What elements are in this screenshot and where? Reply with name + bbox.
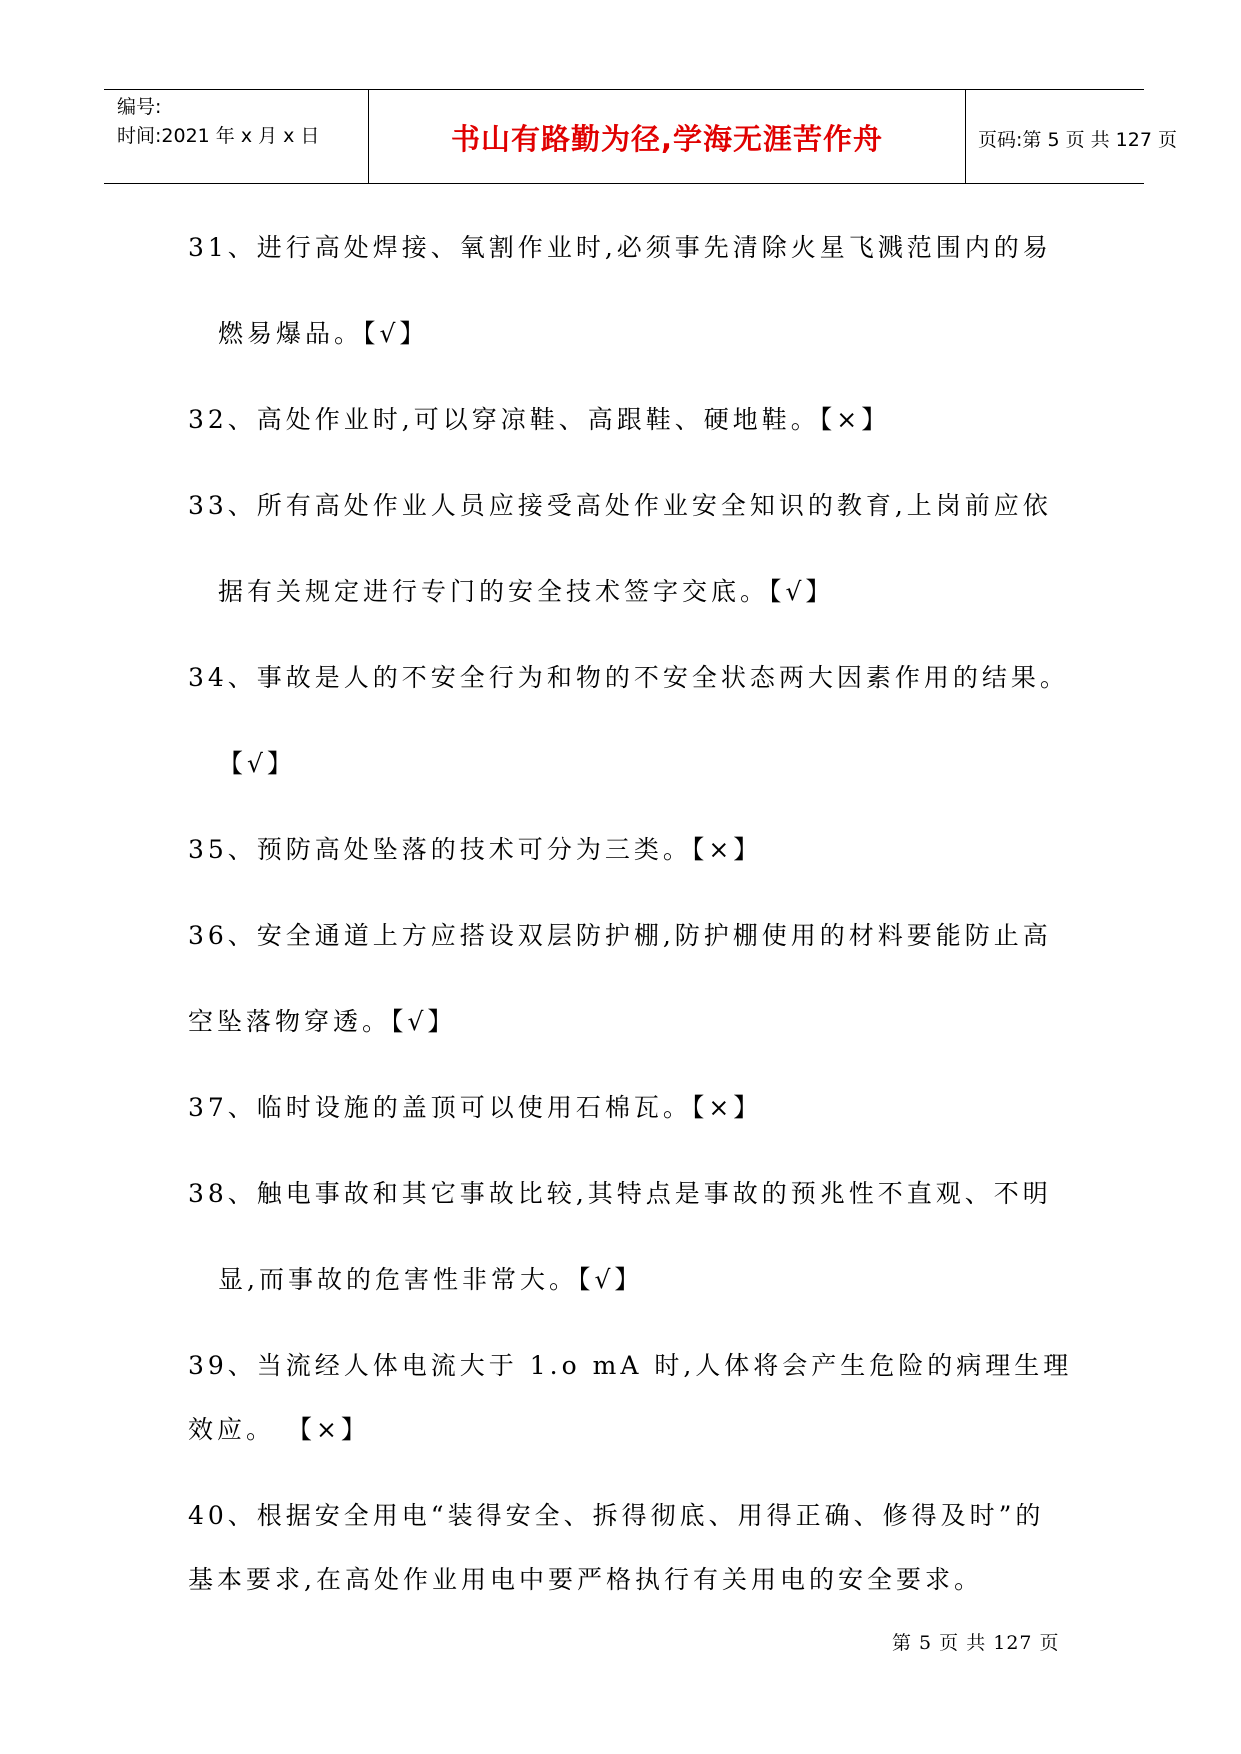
text-line: 【√】: [218, 749, 296, 778]
number-label: 编号:: [117, 96, 162, 118]
page-footer: 第 5 页 共 127 页: [892, 1632, 1060, 1654]
text-line: 32、高处作业时,可以穿凉鞋、高跟鞋、硬地鞋。【×】: [188, 405, 891, 434]
text-line: 40、根据安全用电“装得安全、拆得彻底、用得正确、修得及时”的: [188, 1501, 1045, 1530]
text-line: 33、所有高处作业人员应接受高处作业安全知识的教育,上岗前应依: [188, 491, 1052, 520]
text-line: 37、临时设施的盖顶可以使用石棉瓦。【×】: [188, 1093, 763, 1122]
text-line: 38、触电事故和其它事故比较,其特点是事故的预兆性不直观、不明: [188, 1179, 1052, 1208]
text-line: 显,而事故的危害性非常大。【√】: [218, 1265, 644, 1294]
header-middle-cell: [368, 90, 966, 183]
motto: 书山有路勤为径,学海无涯苦作舟: [450, 122, 884, 156]
text-line: 31、进行高处焊接、氧割作业时,必须事先清除火星飞溅范围内的易: [188, 233, 1052, 262]
text-line: 空坠落物穿透。【√】: [188, 1007, 457, 1036]
header-right-cell: [966, 90, 1177, 183]
text-line: 35、预防高处坠落的技术可分为三类。【×】: [188, 835, 763, 864]
page-header: [104, 89, 1177, 184]
text-line: 燃易爆品。【√】: [218, 319, 429, 348]
text-line: 39、当流经人体电流大于 1.o mA 时,人体将会产生危险的病理生理: [188, 1351, 1073, 1380]
time-label: 时间:2021 年 x 月 x 日: [117, 125, 320, 147]
text-line: 据有关规定进行专门的安全技术签字交底。【√】: [218, 577, 835, 606]
text-line: 34、事故是人的不安全行为和物的不安全状态两大因素作用的结果。: [188, 663, 1069, 692]
page-code: 页码:第 5 页 共 127 页: [978, 129, 1177, 151]
text-line: 36、安全通道上方应搭设双层防护棚,防护棚使用的材料要能防止高: [188, 921, 1052, 950]
header-left-cell: [104, 90, 368, 183]
text-line: 效应。 【×】: [188, 1415, 370, 1444]
text-line: 基本要求,在高处作业用电中要严格执行有关用电的安全要求。: [188, 1565, 983, 1594]
